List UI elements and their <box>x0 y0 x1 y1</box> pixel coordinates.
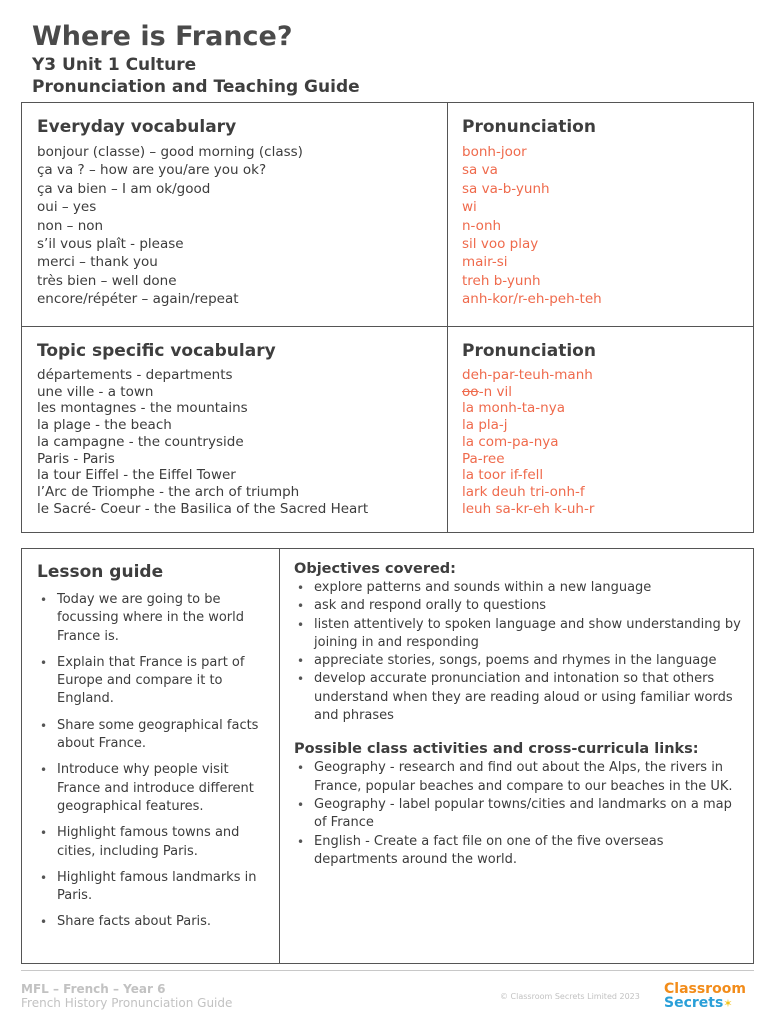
pronunciation-item: anh-kor/r-eh-peh-teh <box>462 291 602 308</box>
vocab-item: la campagne - the countryside <box>37 433 244 450</box>
logo-text-top: Classroom <box>664 981 746 997</box>
everyday-vocabulary-row <box>22 103 753 327</box>
list-item: • Introduce why people visit France and introduce different geographical features. <box>37 761 269 816</box>
list-item: • Explain that France is part of Europe and compare it to England. <box>37 654 269 709</box>
pronunciation-heading: Pronunciation <box>462 117 596 137</box>
pronunciation-item: treh b-yunh <box>462 272 541 289</box>
list-item: • Share facts about Paris. <box>37 913 269 931</box>
page-title: Where is France? <box>32 21 293 52</box>
list-item: • Share some geographical facts about France. <box>37 717 269 754</box>
vocab-item: les montagnes - the mountains <box>37 400 248 417</box>
star-icon: ✶ <box>723 997 733 1010</box>
pronunciation-item: wi <box>462 199 477 216</box>
list-item: • Highlight famous landmarks in Paris. <box>37 869 269 906</box>
topic-vocabulary-heading: Topic specific vocabulary <box>37 341 276 361</box>
vocabulary-table <box>21 102 754 533</box>
topic-pronunciation-column <box>448 327 753 532</box>
pronunciation-item: deh-par-teuh-manh <box>462 367 593 383</box>
pronunciation-item: n-onh <box>462 217 502 234</box>
pronunciation-item: la toor if-fell <box>462 467 544 484</box>
list-item: • listen attentively to spoken language and show understanding by joining in and responding <box>294 616 745 653</box>
vocab-item: l’Arc de Triomphe - the arch of triumph <box>37 483 300 500</box>
vocab-item: la plage - the beach <box>37 417 172 434</box>
pronunciation-item: mair-si <box>462 254 508 271</box>
classroom-secrets-logo <box>664 982 746 1011</box>
pronunciation-item: Pa-ree <box>462 450 505 467</box>
guide-subtitle: Pronunciation and Teaching Guide <box>32 77 360 97</box>
everyday-vocabulary-column <box>22 103 448 326</box>
unit-subtitle: Y3 Unit 1 Culture <box>32 55 197 75</box>
pronunciation-item: la pla-j <box>462 417 508 434</box>
vocab-item: Paris - Paris <box>37 450 115 467</box>
list-item: • appreciate stories, songs, poems and rhymes in the language <box>294 652 745 670</box>
objectives-heading: Objectives covered: <box>294 561 456 577</box>
struck-text: oo <box>462 383 479 400</box>
pronunciation-item: la monh-ta-nya <box>462 400 565 417</box>
vocab-item: ça va bien – I am ok/good <box>37 180 211 197</box>
list-item: • Geography - research and find out about the Alps, the rivers in France, popular beaches and compare to our beaches in the UK. <box>294 759 745 796</box>
pronunciation-text: -n vil <box>478 383 512 400</box>
vocab-item: une ville - a town <box>37 383 154 400</box>
pronunciation-item: sa va-b-yunh <box>462 180 550 197</box>
pronunciation-heading: Pronunciation <box>462 341 596 361</box>
pronunciation-item: la com-pa-nya <box>462 433 559 450</box>
objectives-list <box>294 579 745 725</box>
pronunciation-item: bonh-joor <box>462 144 527 160</box>
everyday-pronunciation-column <box>448 103 753 326</box>
vocab-item: départements - departments <box>37 367 233 383</box>
pronunciation-item: sa va <box>462 162 498 179</box>
list-item: • English - Create a fact file on one of the five overseas departments around the world. <box>294 833 745 870</box>
list-item: • develop accurate pronunciation and intonation so that others understand when they are reading aloud or using familiar words and phrases <box>294 670 745 725</box>
pronunciation-item-corrected <box>462 384 753 401</box>
vocab-item: très bien – well done <box>37 272 177 289</box>
page-header <box>32 20 360 98</box>
pronunciation-item: lark deuh tri-onh-f <box>462 483 585 500</box>
activities-list <box>294 759 745 869</box>
topic-vocabulary-column <box>22 327 448 532</box>
vocab-item: merci – thank you <box>37 254 158 271</box>
everyday-vocabulary-heading: Everyday vocabulary <box>37 117 237 137</box>
footer-divider <box>21 970 754 971</box>
activities-heading: Possible class activities and cross-curricula links: <box>294 741 699 758</box>
lesson-guide-list <box>37 591 269 932</box>
footer-subject: MFL – French – Year 6 <box>21 982 166 996</box>
objectives-column <box>280 549 753 963</box>
vocab-item: non – non <box>37 217 104 234</box>
logo-text-bottom <box>664 996 746 1011</box>
lesson-guide-heading: Lesson guide <box>37 562 164 582</box>
list-item: • explore patterns and sounds within a new language <box>294 579 745 597</box>
pronunciation-item: leuh sa-kr-eh k-uh-r <box>462 500 595 517</box>
copyright-notice: © Classroom Secrets Limited 2023 <box>500 992 640 1001</box>
vocab-item: ça va ? – how are you/are you ok? <box>37 162 267 179</box>
list-item: • ask and respond orally to questions <box>294 597 745 615</box>
list-item: • Geography - label popular towns/cities and landmarks on a map of France <box>294 796 745 833</box>
list-item: • Today we are going to be focussing where in the world France is. <box>37 591 269 646</box>
vocab-item: encore/répéter – again/repeat <box>37 291 239 308</box>
topic-vocabulary-row <box>22 327 753 532</box>
logo-text-secrets: Secrets <box>664 995 724 1011</box>
list-item: • Highlight famous towns and cities, including Paris. <box>37 824 269 861</box>
vocab-item: s’il vous plaît - please <box>37 236 184 253</box>
vocab-item: oui – yes <box>37 199 97 216</box>
vocab-item: le Sacré- Coeur - the Basilica of the Sacred Heart <box>37 500 369 517</box>
vocab-item: bonjour (classe) – good morning (class) <box>37 144 303 160</box>
lesson-guide-box <box>21 548 754 964</box>
pronunciation-item: sil voo play <box>462 236 539 253</box>
footer-document-name: French History Pronunciation Guide <box>21 996 233 1010</box>
lesson-guide-column <box>22 549 280 963</box>
vocab-item: la tour Eiffel - the Eiffel Tower <box>37 467 236 484</box>
